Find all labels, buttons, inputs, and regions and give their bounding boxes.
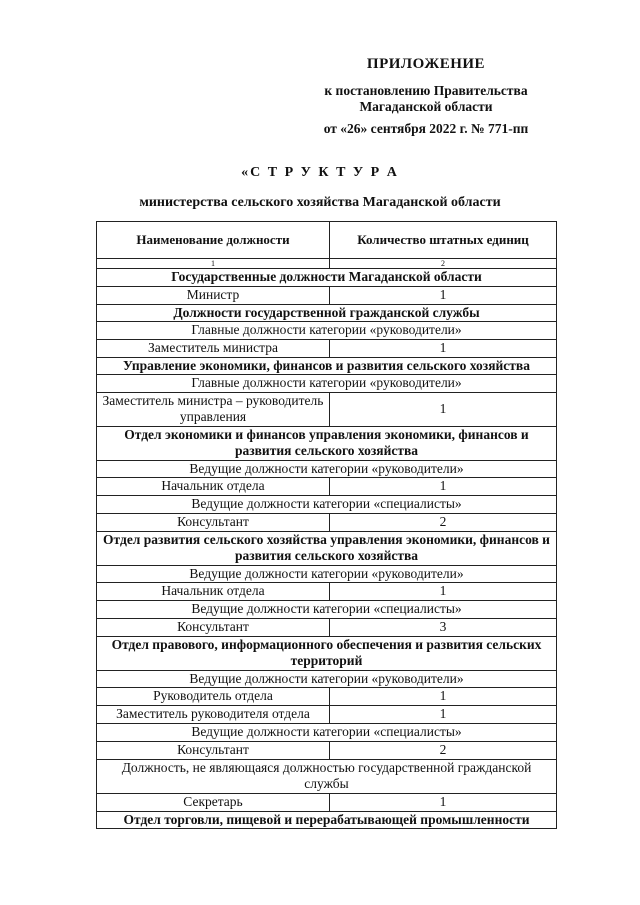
category-heading: Главные должности категории «руководители» xyxy=(97,322,557,340)
table-row xyxy=(97,706,557,724)
table-row xyxy=(97,392,557,426)
structure-table xyxy=(96,221,557,829)
column-header-count: Количество штатных единиц xyxy=(330,222,557,259)
position-name: Консультант xyxy=(97,741,330,759)
column-number-2: 2 xyxy=(330,259,557,269)
section-heading: Государственные должности Магаданской области xyxy=(97,269,557,287)
category-heading: Должность, не являющаяся должностью государственной гражданской службы xyxy=(97,759,557,793)
position-count: 1 xyxy=(330,339,557,357)
position-count: 1 xyxy=(330,478,557,496)
position-name: Заместитель министра xyxy=(97,339,330,357)
appendix-line-2: Магаданской области xyxy=(359,99,493,114)
section-heading: Управление экономики, финансов и развития сельского хозяйства xyxy=(97,357,557,375)
table-row xyxy=(97,478,557,496)
table-row xyxy=(97,670,557,688)
table-row xyxy=(97,793,557,811)
section-heading: Отдел правового, информационного обеспечения и развития сельских территорий xyxy=(97,636,557,670)
table-row xyxy=(97,741,557,759)
appendix-header xyxy=(296,56,556,137)
category-heading: Ведущие должности категории «специалисты» xyxy=(97,601,557,619)
table-body xyxy=(97,269,557,829)
table-row xyxy=(97,583,557,601)
section-heading: Отдел развития сельского хозяйства управления экономики, финансов и развития сельского хозяйства xyxy=(97,531,557,565)
table-row xyxy=(97,375,557,393)
table-row xyxy=(97,426,557,460)
table-row xyxy=(97,724,557,742)
section-heading: Отдел экономики и финансов управления экономики, финансов и развития сельского хозяйства xyxy=(97,426,557,460)
table-row xyxy=(97,496,557,514)
category-heading: Ведущие должности категории «руководители» xyxy=(97,670,557,688)
category-heading: Ведущие должности категории «специалисты» xyxy=(97,496,557,514)
table-row xyxy=(97,565,557,583)
category-heading: Ведущие должности категории «руководители» xyxy=(97,460,557,478)
position-name: Консультант xyxy=(97,513,330,531)
position-name: Начальник отдела xyxy=(97,478,330,496)
position-name: Начальник отдела xyxy=(97,583,330,601)
table-row xyxy=(97,601,557,619)
position-name: Руководитель отдела xyxy=(97,688,330,706)
position-name: Секретарь xyxy=(97,793,330,811)
appendix-title: ПРИЛОЖЕНИЕ xyxy=(366,56,486,72)
position-name: Министр xyxy=(97,286,330,304)
appendix-line-3: от «26» сентября 2022 г. № 771-пп xyxy=(323,121,529,136)
category-heading: Ведущие должности категории «руководители» xyxy=(97,565,557,583)
position-count: 1 xyxy=(330,706,557,724)
position-count: 2 xyxy=(330,513,557,531)
position-count: 1 xyxy=(330,392,557,426)
position-count: 1 xyxy=(330,286,557,304)
document-title-sub: министерства сельского хозяйства Магаданской области xyxy=(139,195,501,210)
table-row xyxy=(97,304,557,322)
section-heading: Отдел торговли, пищевой и перерабатывающей промышленности xyxy=(97,811,557,829)
column-header-position: Наименование должности xyxy=(97,222,330,259)
table-row xyxy=(97,460,557,478)
table-row xyxy=(97,513,557,531)
table-row xyxy=(97,322,557,340)
table-row xyxy=(97,357,557,375)
table-row xyxy=(97,688,557,706)
section-heading: Должности государственной гражданской службы xyxy=(97,304,557,322)
table-row xyxy=(97,618,557,636)
table-row xyxy=(97,759,557,793)
category-heading: Ведущие должности категории «специалисты» xyxy=(97,724,557,742)
table-row xyxy=(97,811,557,829)
position-name: Консультант xyxy=(97,618,330,636)
position-count: 1 xyxy=(330,583,557,601)
document-title xyxy=(0,165,640,211)
position-count: 1 xyxy=(330,793,557,811)
table-row xyxy=(97,286,557,304)
column-number-1: 1 xyxy=(97,259,330,269)
appendix-line-1: к постановлению Правительства xyxy=(324,83,528,98)
position-count: 2 xyxy=(330,741,557,759)
position-name: Заместитель министра – руководитель управления xyxy=(97,392,330,426)
table-row xyxy=(97,269,557,287)
table-row xyxy=(97,531,557,565)
position-count: 1 xyxy=(330,688,557,706)
category-heading: Главные должности категории «руководители» xyxy=(97,375,557,393)
table-row xyxy=(97,339,557,357)
position-count: 3 xyxy=(330,618,557,636)
table-row xyxy=(97,636,557,670)
document-title-main: «С Т Р У К Т У Р А xyxy=(241,165,399,180)
position-name: Заместитель руководителя отдела xyxy=(97,706,330,724)
